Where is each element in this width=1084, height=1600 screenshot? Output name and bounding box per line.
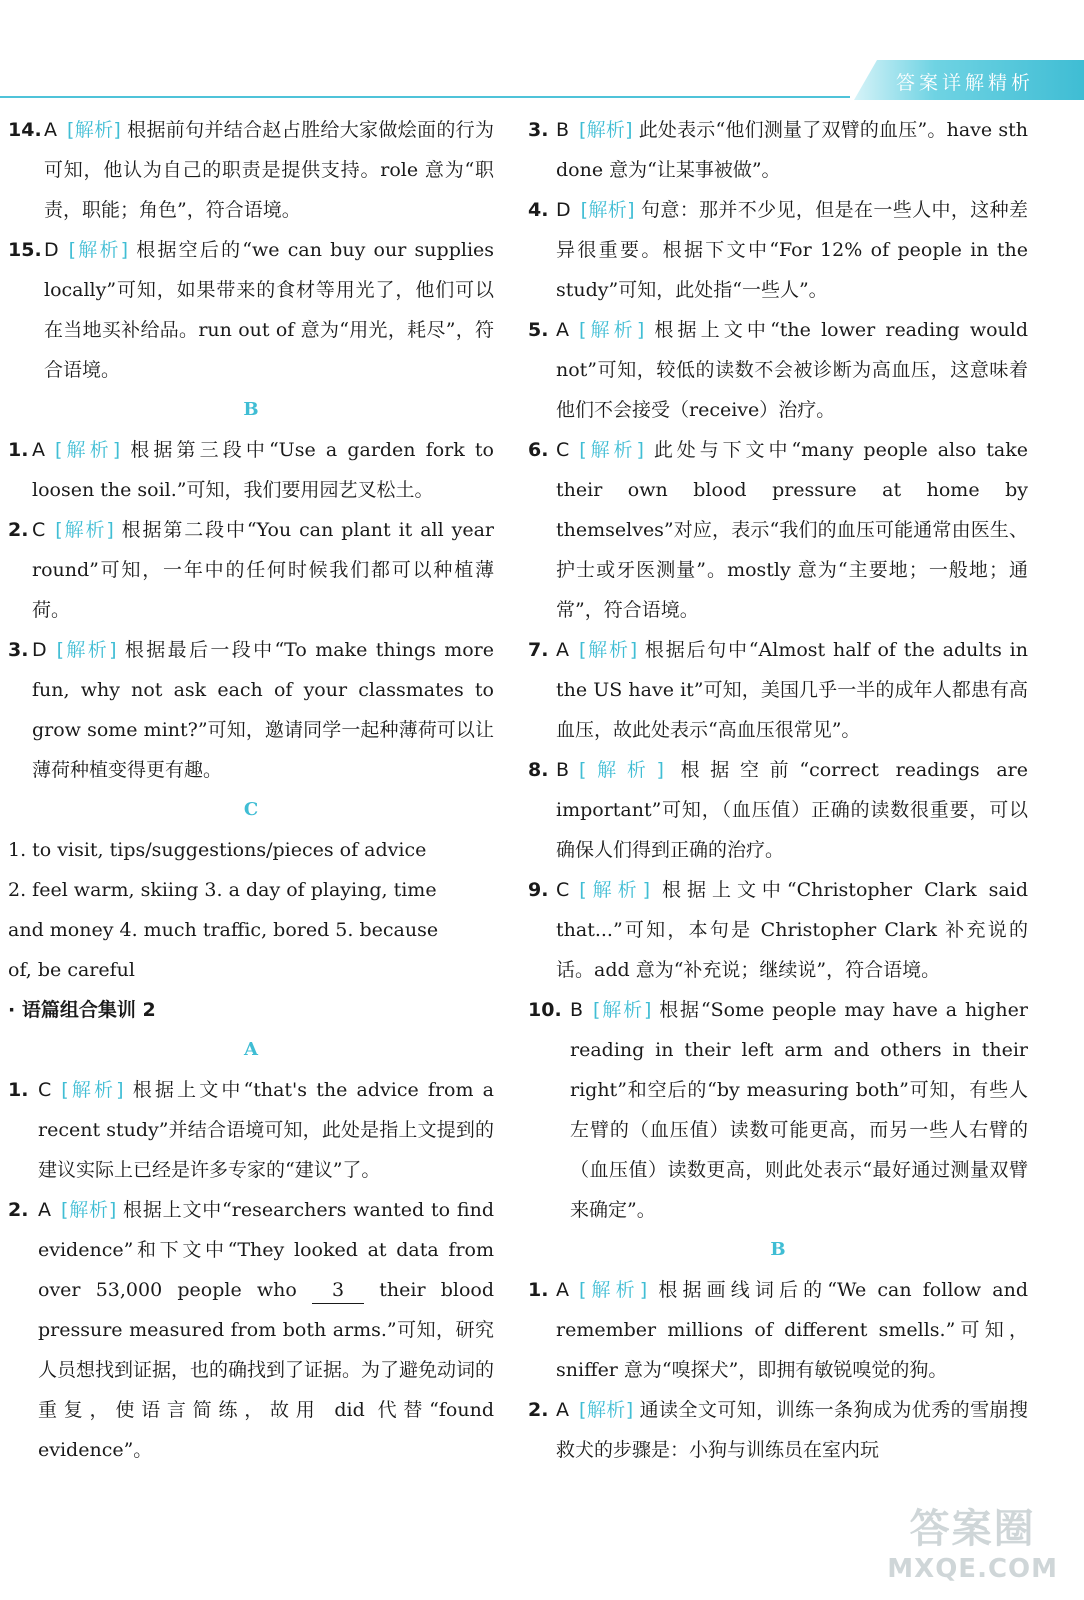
answer-item [528, 990, 1028, 1230]
item-number: 14. [8, 119, 42, 141]
item-body [44, 230, 494, 390]
answer-item [528, 110, 1028, 190]
answer-letter: A [44, 119, 57, 141]
item-number: 1. [8, 439, 29, 461]
answer-letter: A [556, 1399, 569, 1421]
analysis-tag: [解析] [580, 199, 635, 221]
item-body [556, 630, 1028, 750]
item-body [556, 310, 1028, 430]
section-letter-b-right: B [770, 1239, 786, 1260]
analysis-tag: [解析] [579, 439, 644, 461]
item-number: 1. [8, 1079, 29, 1101]
c-line: 2. feel warm, skiing 3. a day of playing, time [8, 879, 437, 901]
answer-item [528, 190, 1028, 310]
c-line: of, be careful [8, 959, 135, 981]
item-text: 根据前句并结合赵占胜给大家做烩面的行为可知，他认为自己的职责是提供支持。role 意为“职责，职能；角色”，符合语境。 [44, 119, 494, 221]
item-body [556, 870, 1028, 990]
analysis-tag: [解析] [579, 319, 645, 341]
item-number: 6. [528, 439, 549, 461]
answer-item [8, 1070, 494, 1190]
item-number: 2. [528, 1399, 549, 1421]
answer-letter: C [556, 439, 570, 461]
item-body [38, 1190, 494, 1470]
analysis-tag: [解析] [61, 1199, 117, 1221]
answer-item [8, 110, 494, 230]
item-number: 3. [528, 119, 549, 141]
answer-item [528, 1270, 1028, 1390]
answer-letter: C [32, 519, 46, 541]
item-number: 3. [8, 639, 29, 661]
item-number: 15. [8, 239, 42, 261]
item-text: 根据最后一段中“To make things more fun, why not ask each of your classmates to grow some mint?”可知，邀请同学一起种薄荷可以让薄荷种植变得更有趣。 [32, 639, 495, 781]
c-line: and money 4. much traffic, bored 5. because [8, 919, 439, 941]
answer-letter: C [556, 879, 570, 901]
item-number: 7. [528, 639, 549, 661]
item-text: 此处与下文中“many people also take their own blood pressure at home by themselves”对应，表示“我们的血压可能通常由医生、护士或牙医测量”。mostly 意为“主要地；一般地；通常”，符合语境。 [556, 439, 1028, 621]
item-number: 10. [528, 999, 562, 1021]
c-line: 1. to visit, tips/suggestions/pieces of advice [8, 839, 427, 861]
answer-item [528, 750, 1028, 870]
analysis-tag: [解析] [67, 119, 121, 141]
answer-item [528, 310, 1028, 430]
analysis-tag: [解析] [579, 759, 664, 781]
answer-item [528, 870, 1028, 990]
item-text: 此处表示“他们测量了双臂的血压”。have sth done 意为“让某事被做”。 [556, 119, 1028, 181]
answer-letter: A [556, 1279, 569, 1301]
item-body [32, 430, 494, 510]
analysis-tag: [解析] [579, 879, 651, 901]
watermark-text: 答案圈 [909, 1506, 1036, 1552]
item-body [556, 110, 1028, 190]
analysis-tag: [解析] [579, 119, 633, 141]
left-items [8, 110, 494, 390]
watermark-logo [887, 1497, 1058, 1584]
item-text: their blood pressure measured from both arms.”可知，研究人员想找到证据，也的确找到了证据。为了避免动词的重复，使语言简练，故用 did 代替“found evidence”。 [38, 1279, 495, 1461]
answer-item [8, 230, 494, 390]
item-text: 根据空后的“we can buy our supplies locally”可知，如果带来的食材等用光了，他们可以在当地买补给品。run out of 意为“用光，耗尽”，符合语境。 [44, 239, 495, 381]
answer-item [8, 1190, 494, 1470]
watermark-url: MXQE.COM [887, 1554, 1058, 1584]
analysis-tag: [解析] [68, 239, 129, 261]
answer-item [528, 1390, 1028, 1470]
item-body [570, 990, 1028, 1230]
item-body [44, 110, 494, 230]
item-text: 根据画线词后的“We can follow and remember millions of different smells.”可知，sniffer 意为“嗅探犬”，即拥有敏锐嗅觉的狗。 [556, 1279, 1028, 1381]
analysis-tag: [解析] [593, 999, 652, 1021]
item-body [556, 750, 1028, 870]
item-body [32, 510, 494, 630]
item-body [32, 630, 494, 790]
section-letter-b: B [243, 399, 259, 420]
right-column [528, 110, 1028, 1470]
answer-letter: B [556, 119, 570, 141]
item-number: 9. [528, 879, 549, 901]
answer-letter: D [556, 199, 571, 221]
item-body [556, 190, 1028, 310]
analysis-tag: [解析] [55, 519, 114, 541]
item-text: 根据“Some people may have a higher reading in their left arm and others in their right”和空后的“by measuring both”可知，有些人左臂的（血压值）读数可能更高，而另一些人右臂的（血压值）读数更高，则此处表示“最好通过测量双臂来确定”。 [570, 999, 1028, 1221]
answer-letter: B [556, 759, 570, 781]
answer-letter: A [32, 439, 45, 461]
item-body [556, 1390, 1028, 1470]
answer-item [8, 630, 494, 790]
answer-item [528, 630, 1028, 750]
item-body [556, 430, 1028, 630]
left-column [8, 110, 494, 1470]
item-text: 根据上文中“that's the advice from a recent study”并结合语境可知，此处是指上文提到的建议实际上已经是许多专家的“建议”了。 [38, 1079, 494, 1181]
answer-letter: B [570, 999, 584, 1021]
item-text: 根据第二段中“You can plant it all year round”可知，一年中的任何时候我们都可以种植薄荷。 [32, 519, 494, 621]
answer-item [8, 510, 494, 630]
section-letter-c: C [243, 799, 259, 820]
left-items-b [8, 430, 494, 790]
item-text: 根据上文中“Christopher Clark said that...”可知，本句是 Christopher Clark 补充说的话。add 意为“补充说；继续说”，符合语境。 [556, 879, 1028, 981]
right-items [528, 110, 1028, 1230]
blank-number: 3 [312, 1277, 364, 1304]
answer-letter: D [32, 639, 47, 661]
item-text: 根据上文中“researchers wanted to find evidence”和下文中“They looked at data from over 53,000 people who [38, 1199, 494, 1301]
c-answers [8, 830, 494, 990]
right-items-b [528, 1270, 1028, 1470]
answer-letter: A [556, 319, 569, 341]
item-number: 5. [528, 319, 549, 341]
answer-item [8, 430, 494, 510]
item-number: 2. [8, 1199, 29, 1221]
item-number: 1. [528, 1279, 549, 1301]
analysis-tag: [解析] [579, 639, 638, 661]
item-text: 句意：那并不少见，但是在一些人中，这种差异很重要。根据下文中“For 12% of people in the study”可知，此处指“一些人”。 [556, 199, 1028, 301]
item-number: 8. [528, 759, 549, 781]
answer-letter: D [44, 239, 59, 261]
item-text: 根据后句中“Almost half of the adults in the US have it”可知，美国几乎一半的成年人都患有高血压，故此处表示“高血压很常见”。 [556, 639, 1028, 741]
analysis-tag: [解析] [55, 439, 121, 461]
item-text: 根据空前“correct readings are important”可知，（血压值）正确的读数很重要，可以确保人们得到正确的治疗。 [556, 759, 1028, 861]
item-body [38, 1070, 494, 1190]
item-text: 根据上文中“the lower reading would not”可知，较低的读数不会被诊断为高血压，这意味着他们不会接受（receive）治疗。 [556, 319, 1029, 421]
item-text: 通读全文可知，训练一条狗成为优秀的雪崩搜救犬的步骤是：小狗与训练员在室内玩 [556, 1399, 1028, 1461]
analysis-tag: [解析] [56, 639, 117, 661]
header-title: 答案详解精析 [895, 72, 1034, 94]
analysis-tag: [解析] [579, 1399, 634, 1421]
header-rule [0, 96, 850, 98]
item-text: 根据第三段中“Use a garden fork to loosen the soil.”可知，我们要用园艺叉松土。 [32, 439, 494, 501]
answer-letter: C [38, 1079, 52, 1101]
answer-letter: A [38, 1199, 51, 1221]
item-number: 2. [8, 519, 29, 541]
item-body [556, 1270, 1028, 1390]
answer-letter: A [556, 639, 569, 661]
analysis-tag: [解析] [579, 1279, 648, 1301]
analysis-tag: [解析] [61, 1079, 124, 1101]
group-title: · 语篇组合集训 2 [8, 999, 156, 1021]
item-number: 4. [528, 199, 549, 221]
answer-item [528, 430, 1028, 630]
left-items-a [8, 1070, 494, 1190]
section-letter-a: A [244, 1039, 258, 1060]
